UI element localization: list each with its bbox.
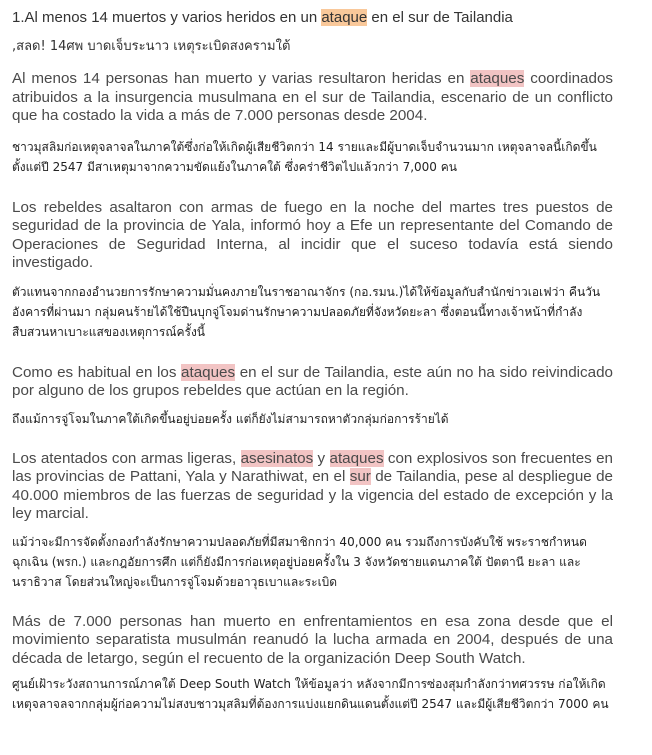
paragraph-2-thai: ตัวแทนจากกองอำนวยการรักษาความมั่นคงภายในราชอาณาจักร (กอ.รมน.)ได้ให้ข้อมูลกับสำนักข่าวเอเฟว่า คืนวันอังคารที่ผ่านมา กลุ่มคนร้ายได้ใช้ปืนบุกจู่โจมด่านรักษาความปลอดภัยที่จังหวัดยะลา ซึ่งตอนนี้ทางเจ้าหน้าที่กำลังสืบสวนหาเบาะแสของเหตุการณ์ครั้งนี้ [12,284,601,339]
p3-highlight: ataques [181,363,236,381]
title-highlight: ataque [321,9,368,26]
paragraph-1-thai: ชาวมุสลิมก่อเหตุจลาจลในภาคใต้ซึ่งก่อให้เกิดผู้เสียชีวิตกว่า 14 รายและมีผู้บาดเจ็บจำนวนมาก เหตุจลาจลนี้เกิดขึ้นตั้งแต่ปี 2547 มีสาเหตุมาจากความขัดแย้งในภาคใต้ ซึ่งคร่าชีวิตไปแล้วกว่า 7,000 คน [12,139,597,174]
p4-highlight-1: asesinatos [240,449,314,467]
document [12,0,613,714]
article-title-thai: ,สลด! 14ศพ บาดเจ็บระนาว เหตุระเบิดสงครามใต้ [12,39,291,54]
p4-highlight-2: ataques [329,449,384,467]
paragraph-3-thai: ถึงแม้การจู่โจมในภาคใต้เกิดขึ้นอยู่บ่อยครั้ง แต่ก็ยังไม่สามารถหาตัวกลุ่มก่อการร้ายได้ [12,411,449,426]
paragraph-4-thai: แม้ว่าจะมีการจัดตั้งกองกำลังรักษาความปลอดภัยที่มีสมาชิกกว่า 40,000 คน รวมถึงการบังคับใช้ พระราชกำหนดฉุกเฉิน (พรก.) และกฎอัยการศึก แต่ก็ยังมีการก่อเหตุอยู่บ่อยครั้งใน 3 จังหวัดชายแดนภาคใต้ ปัตตานี ยะลา และ นราธิวาส โดยส่วนใหญ่จะเป็นการจู่โจมด้วยอาวุธเบาและระเบิด [12,534,587,589]
p3-text-before: Como es habitual en los [12,363,182,381]
paragraph-3-spanish [12,364,613,401]
p4-part-1: Los atentados con armas ligeras, [12,449,241,467]
p1-text-after: coordinados atribuidos a la insurgencia musulmana en el sur de Tailandia, escenario de un conflicto que ha costado la vida a más de 7.000 personas desde 2004. [12,70,613,124]
paragraph-2-spanish: Los rebeldes asaltaron con armas de fuego en la noche del martes tres puestos de seguridad de la provincia de Yala, informó hoy a Efe un representante del Comando de Operaciones de Seguridad Interna, al incidir que el suceso todavía está siendo investigado. [12,198,613,271]
article-title [12,8,613,27]
paragraph-5-spanish: Más de 7.000 personas han muerto en enfrentamientos en esa zona desde que el movimiento separatista musulmán reanudó la lucha armada en 2004, después de una década de letargo, según el recuento de la organización Deep South Watch. [12,612,613,667]
p4-part-2: y [313,449,330,467]
title-text-after: en el sur de Tailandia [367,9,513,26]
p4-part-3: con explosivos son frecuentes en las provincias de Pattani, Yala y Narathiwat, en el [12,449,613,485]
paragraph-1-spanish [12,70,613,126]
title-number: 1. [12,9,25,26]
paragraph-4-spanish [12,450,613,524]
p4-part-4: de Tailandia, pese al despliegue de 40.000 miembros de las fuerzas de seguridad y la vigencia del estado de excepción y la ley marcial. [12,468,614,522]
p3-text-after: en el sur de Tailandia, este aún no ha sido reivindicado por alguno de los grupos rebeldes que actúan en la región. [12,363,613,399]
p4-highlight-3: sur [349,468,371,485]
title-text-before: Al menos 14 muertos y varios heridos en un [24,9,322,26]
paragraph-5-thai: ศูนย์เฝ้าระวังสถานการณ์ภาคใต้ Deep South Watch ให้ข้อมูลว่า หลังจากมีการซ่องสุมกำลังกว่าทศวรรษ ก่อให้เกิดเหตุจลาจลจากกลุ่มผู้ก่อความไม่สงบชาวมุสลิมที่ต้องการแบ่งแยกดินแดนตั้งแต่ปี 2547 และมีผู้เสียชีวิตกว่า 7000 คน [12,677,609,711]
p1-text-before: Al menos 14 personas han muerto y varias resultaron heridas en [12,70,471,87]
p1-highlight: ataques [470,70,525,87]
